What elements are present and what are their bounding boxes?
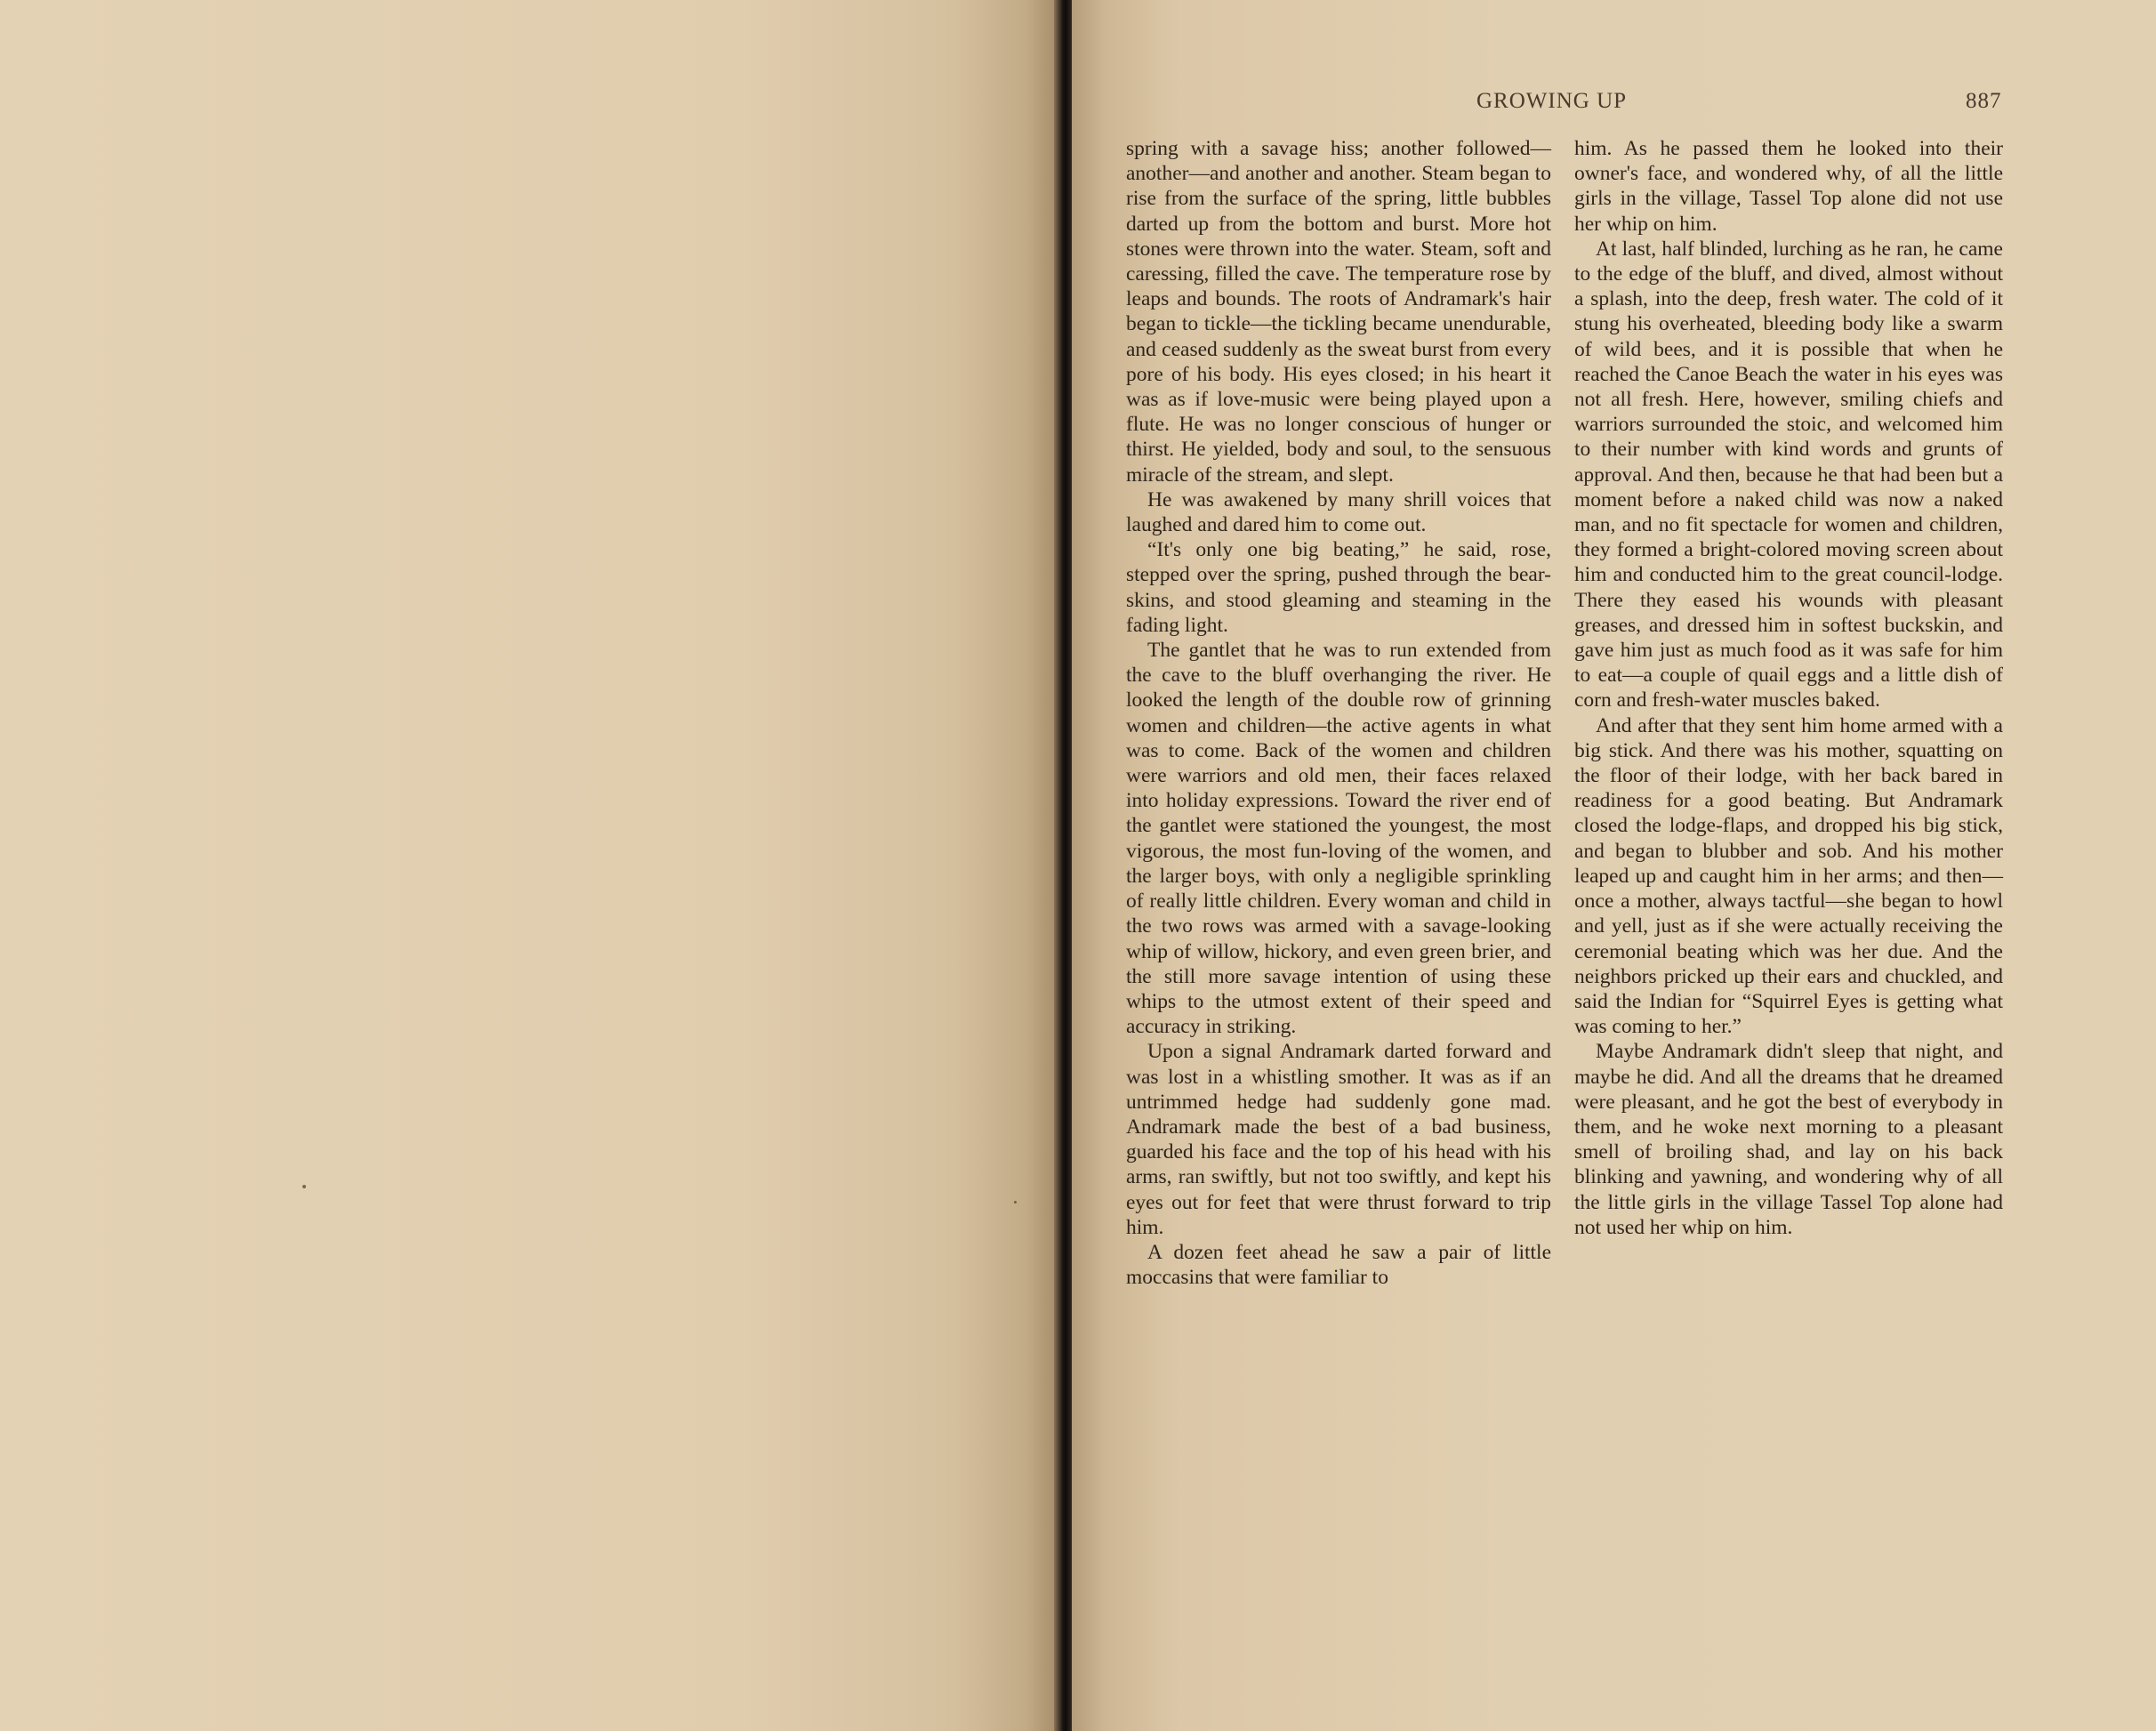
paragraph: He was awakened by many shrill voices that laughed and dared him to come out.: [1126, 487, 1551, 537]
left-page-blank: [0, 0, 1058, 1731]
text-column-left: [1126, 136, 1551, 1290]
paper-speck: [1014, 1201, 1017, 1204]
paragraph: And after that they sent him home armed with a big stick. And there was his mother, squatting on the floor of their lodge, with her back bared in readiness for a good beating. But Andramark closed the lodge-flaps, and dropped his big stick, and began to blubber and sob. And his mother leaped up and caught him in her arms; and then—once a mother, always tactful—she began to howl and yell, just as if she were actually receiving the ceremonial beating which was her due. And the neighbors pricked up their ears and chuckled, and said the Indian for “Squirrel Eyes is getting what was coming to her.”: [1574, 713, 2003, 1039]
paragraph: Maybe Andramark didn't sleep that night, and maybe he did. And all the dreams that he dreamed were pleasant, and he got the best of everybody in them, and he woke next morning to a pleasant smell of broiling shad, and lay on his back blinking and yawning, and wondering why of all the little girls in the village Tassel Top alone had not used her whip on him.: [1574, 1040, 2003, 1239]
book-gutter: [1054, 0, 1074, 1731]
paragraph: The gantlet that he was to run extended from the cave to the bluff overhanging the river. He looked the length of the double row of grinning women and children—the active agents in what was to come. Back of the women and children were warriors and old men, their faces relaxed into holiday expressions. Toward the river end of the gantlet were stationed the youngest, the most vigorous, the most fun-loving of the women, and the larger boys, with only a negligible sprinkling of really little children. Every woman and child in the two rows was armed with a savage-looking whip of willow, hickory, and even green brier, and the still more savage intention of using these whips to the utmost extent of their speed and accuracy in striking.: [1126, 639, 1551, 1039]
paragraph: At last, half blinded, lurching as he ran, he came to the edge of the bluff, and dived, almost without a splash, into the deep, fresh water. The cold of it stung his overheated, bleeding body like a swarm of wild bees, and it is possible that when he reached the Canoe Beach the water in his eyes was not all fresh. Here, however, smiling chiefs and warriors surrounded the stoic, and welcomed him to their number with kind words and grunts of approval. And then, because he that had been but a moment before a naked child was now a naked man, and no fit spectacle for women and children, they formed a bright-colored moving screen about him and conducted him to the great council-lodge. There they eased his wounds with pleasant greases, and dressed him in softest buckskin, and gave him just as much food as it was safe for him to eat—a couple of quail eggs and a little dish of corn and fresh-water muscles baked.: [1574, 237, 2003, 713]
text-column-right: [1574, 136, 2003, 1240]
chapter-title: GROWING UP: [1476, 89, 1628, 113]
paper-speck: [302, 1185, 306, 1188]
paragraph: “It's only one big beating,” he said, rose, stepped over the spring, pushed through the bear-skins, and stood gleaming and steaming in the fading light.: [1126, 538, 1551, 637]
page-number: 887: [1966, 89, 2002, 113]
paragraph: Upon a signal Andramark darted forward and was lost in a whistling smother. It was as if an untrimmed hedge had suddenly gone mad. Andramark made the best of a bad business, guarded his face and the top of his head with his arms, ran swiftly, but not too swiftly, and kept his eyes out for feet that were thrust forward to trip him.: [1126, 1040, 1551, 1239]
paragraph: A dozen feet ahead he saw a pair of little moccasins that were familiar to: [1126, 1240, 1551, 1290]
paragraph: spring with a savage hiss; another followed—another—and another and another. Steam began to rise from the surface of the spring, little bubbles darted up from the bottom and burst. More hot stones were thrown into the water. Steam, soft and caressing, filled the cave. The temperature rose by leaps and bounds. The roots of Andramark's hair began to tickle—the tickling became unendurable, and ceased suddenly as the sweat burst from every pore of his body. His eyes closed; in his heart it was as if love-music were being played upon a flute. He was no longer conscious of hunger or thirst. He yielded, body and soul, to the sensuous miracle of the stream, and slept.: [1126, 137, 1551, 487]
paragraph: him. As he passed them he looked into their owner's face, and wondered why, of all the little girls in the village, Tassel Top alone did not use her whip on him.: [1574, 137, 2003, 236]
